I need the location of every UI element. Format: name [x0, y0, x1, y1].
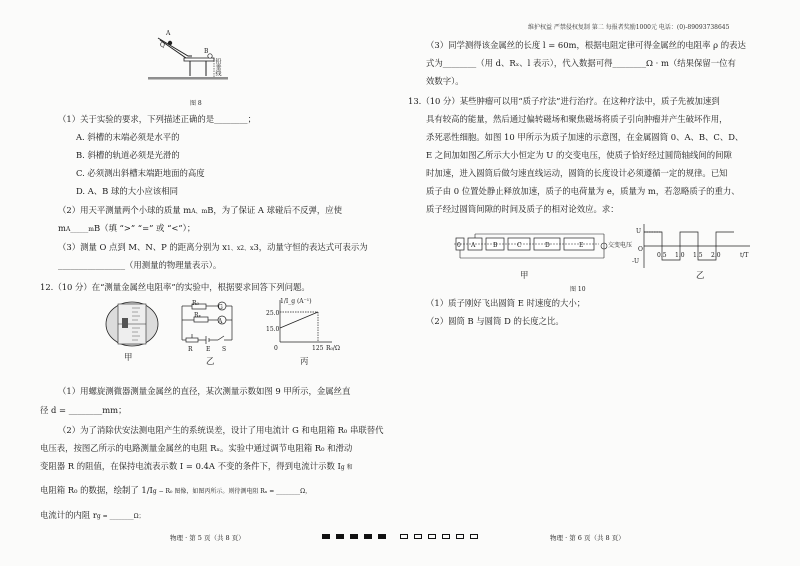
graph-y1: 25.0 — [266, 310, 280, 317]
label-r: R — [188, 346, 193, 353]
p1-line1: （1）用螺旋测微器测量金属丝的直径，某次测量示数如图 9 甲所示，金属丝直 — [58, 386, 351, 396]
label-plumb: 铅垂线 — [214, 58, 221, 76]
q1-text: （1）关于实验的要求，下列描述正确的是________； — [58, 114, 256, 124]
tube-d: D — [545, 242, 550, 249]
mark — [322, 534, 330, 539]
mark — [336, 534, 344, 539]
mark — [364, 534, 372, 539]
graph-y2: 15.0 — [266, 326, 280, 333]
label-rx: Rₓ — [194, 312, 202, 319]
q12-title: 12.（10 分）在“测量金属丝电阻率”的实验中，根据要求回答下列问题。 — [40, 282, 310, 292]
left-footer: 物理 · 第 5 页（共 8 页） — [170, 534, 245, 542]
fig8-caption: 图 8 — [190, 100, 202, 107]
q13-line3: 杀死恶性细胞。如图 10 甲所示为质子加速的示意图，在金属圆筒 0、A、B、C、D、 — [426, 132, 744, 142]
q13-line1: 13.（10 分）某些肿瘤可以用“质子疗法”进行治疗。在这种疗法中，质子先被加速到 — [408, 96, 720, 106]
label-r0: R₀ — [192, 300, 199, 307]
right-page — [400, 0, 800, 566]
fig10-jia: 甲 — [520, 270, 529, 280]
p2-line2: 电压表，按图乙所示的电路测量金属丝的电阻 Rₓ。实验中通过调节电阻箱 R₀ 和滑动 — [40, 443, 353, 453]
tube-e: E — [579, 242, 584, 249]
q3-line3-right: 效数字）。 — [426, 76, 464, 86]
q3-line2-right: 式为________（用 d、Rₓ、l 表示），代入数据可得________Ω · m（结果保留一位有 — [426, 58, 736, 68]
q1-option-c: C. 必须测出斜槽末端距地面的高度 — [76, 168, 205, 178]
ac-label: 交变电压 — [608, 242, 633, 249]
q13-line4: E 之间加如图乙所示大小恒定为 U 的交变电压，使质子恰好经过圆筒轴线间的间隙 — [426, 150, 732, 160]
wave-tick-15: 1.5 — [693, 252, 703, 259]
q13-line6: 质子由 0 位置处静止释放加速，质子的电荷量为 e，质量为 m，若忽略质子的重力、 — [426, 186, 740, 196]
tubes-figure — [454, 232, 624, 262]
right-footer: 物理 · 第 6 页（共 8 页） — [550, 534, 625, 542]
q13-line2: 具有较高的能量，然后通过偏转磁场和聚焦磁场将质子引向肿瘤并产生破坏作用， — [426, 114, 728, 124]
wave-origin: O — [638, 246, 643, 253]
q3-line2: ________________（用测量的物理量表示）。 — [58, 260, 222, 270]
p2-line4: 电阻箱 R₀ 的数据，绘制了 1/Ig − R₀ 图像，如图丙所示。则待测电阻 Rₓ = ________Ω， — [40, 485, 312, 495]
label-g: G — [218, 304, 223, 311]
wave-u: U — [636, 228, 642, 235]
ask-2: （2）圆筒 B 与圆筒 D 的长度之比。 — [426, 316, 564, 326]
wave-tick-05: 0.5 — [657, 252, 667, 259]
square-wave-figure — [634, 222, 754, 270]
fig8-apparatus — [148, 28, 228, 86]
label-a-meter: A — [218, 318, 223, 325]
q2-line1: （2）用天平测量两个小球的质量 mA、mB，为了保证 A 球碰后不反弹，应使 — [58, 205, 342, 215]
q3-line1-right: （3）同学测得该金属丝的长度 l = 60m，根据电阻定律可得金属丝的电阻率 ρ 的表达 — [426, 40, 746, 50]
graph-x1: 125 — [312, 345, 324, 352]
mark — [350, 534, 358, 539]
wave-minus-u: -U — [632, 258, 640, 265]
q3-line1: （3）测量 O 点到 M、N、P 的距离分别为 x1、x2、x3，动量守恒的表达式可表示为 — [58, 242, 368, 252]
label-b: B — [204, 48, 209, 55]
label-jia: 甲 — [124, 352, 133, 362]
wave-t-label: t/T — [740, 252, 749, 259]
q13-line5: 时加速，进入圆筒后做匀速直线运动，圆筒的长度设计必须遵循一定的规律。已知 — [426, 168, 728, 178]
graph-x0: 0 — [274, 345, 278, 352]
tube-0: 0 — [457, 242, 461, 249]
ask-1: （1）质子刚好飞出圆筒 E 时速度的大小； — [426, 298, 586, 308]
label-q: Q — [160, 42, 165, 49]
q1-option-a: A. 斜槽的末端必须是水平的 — [76, 132, 180, 142]
mark — [378, 534, 386, 539]
q1-option-b: B. 斜槽的轨道必须是光滑的 — [76, 150, 180, 160]
fig10-caption: 图 10 — [570, 286, 586, 293]
tube-c: C — [517, 242, 522, 249]
label-bing: 丙 — [300, 356, 309, 366]
fig10-yi: 乙 — [696, 270, 705, 280]
label-e: E — [206, 346, 211, 353]
tube-a: A — [471, 242, 476, 249]
graph-xlabel: R₀/Ω — [326, 345, 340, 352]
header-strip: 维护权益 严禁侵权复制 第二 每报者奖励1000元 电话：(0)-89093738645 — [528, 24, 730, 31]
q13-line7: 质子经过圆筒间隙的时间及质子的相对论效应。求： — [426, 204, 619, 214]
p2-line3: 变阻器 R 的阻值，在保持电流表示数 I = 0.4A 不变的条件下，得到电流计示数 Ig 和 — [40, 461, 353, 471]
label-a: A — [166, 30, 171, 37]
label-s: S — [222, 346, 227, 353]
wave-tick-20: 2.0 — [711, 252, 721, 259]
graph-ylabel: 1/I_g (A⁻¹) — [280, 298, 312, 305]
wave-tick-10: 1.0 — [675, 252, 685, 259]
q2-line2: mA______mB（填 “>” “=” 或 “<”）； — [58, 223, 196, 233]
q1-option-d: D. A、B 球的大小应该相同 — [76, 186, 178, 196]
tube-b: B — [493, 242, 498, 249]
micrometer-figure — [104, 300, 160, 350]
p2-line1: （2）为了消除伏安法测电阻产生的系统误差，设计了用电流计 G 和电阻箱 R₀ 串联替代 — [58, 425, 384, 435]
p2-line5: 电流计的内阻 rg = ________Ω； — [40, 510, 145, 520]
label-yi: 乙 — [206, 356, 215, 366]
p1-line2: 径 d = ________mm； — [40, 405, 127, 415]
circuit-figure — [178, 300, 238, 348]
